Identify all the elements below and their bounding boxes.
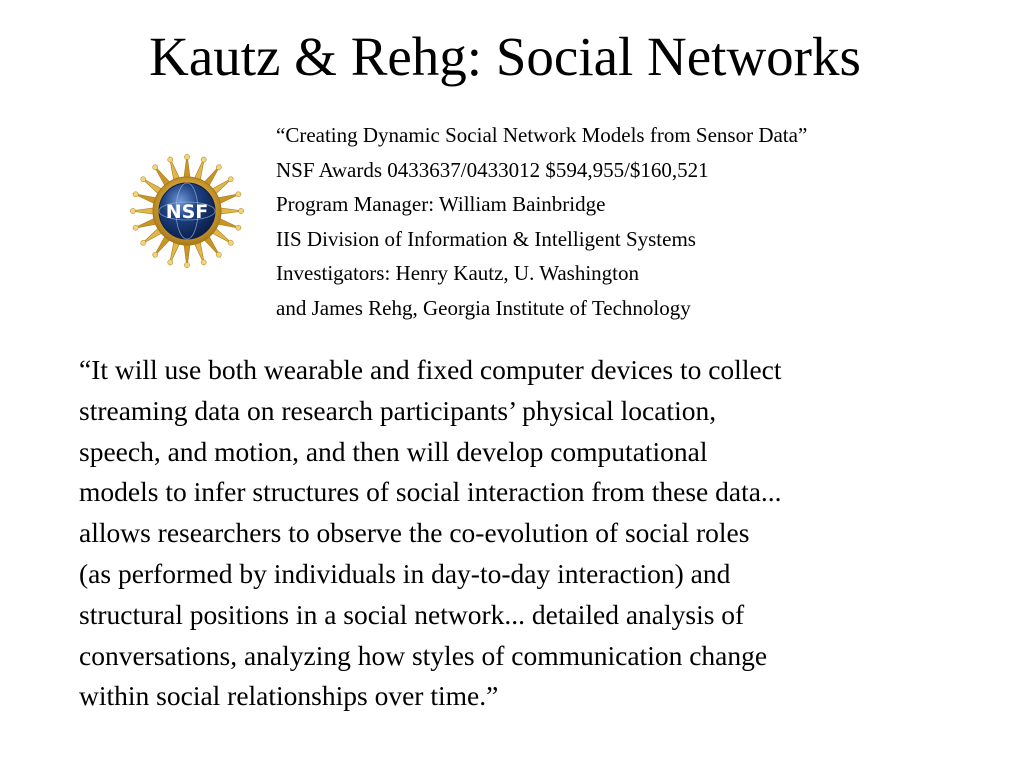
investigators: Investigators: Henry Kautz, U. Washington: [276, 261, 640, 285]
seal-ray-tip: [216, 252, 221, 257]
program-manager: Program Manager: William Bainbridge: [276, 192, 606, 216]
seal-ray-tip: [130, 208, 135, 213]
award-info: [276, 118, 1016, 325]
seal-ray-tip: [153, 165, 158, 170]
seal-ray-tip: [201, 260, 206, 265]
seal-ray-tip: [228, 240, 233, 245]
seal-ray-tip: [141, 177, 146, 182]
quote-line: “It will use both wearable and fixed computer devices to collect: [79, 354, 782, 385]
seal-ray-tip: [153, 252, 158, 257]
quote-line: models to infer structures of social interaction from these data...: [79, 476, 782, 508]
seal-ray-tip: [184, 154, 189, 159]
seal-ray-tip: [133, 225, 138, 230]
seal-ray-tip: [168, 260, 173, 265]
nsf-seal-text: NSF: [165, 201, 209, 223]
seal-ray-tip: [184, 262, 189, 267]
quote-line: conversations, analyzing how styles of communication change: [79, 639, 768, 671]
seal-ray-tip: [201, 157, 206, 162]
seal-ray-tip: [236, 225, 241, 230]
quote-line: within social relationships over time.”: [79, 680, 499, 712]
quote-line: structural positions in a social network... detailed analysis of: [79, 598, 745, 630]
slide-title: Kautz & Rehg: Social Networks: [149, 26, 861, 87]
quote-line: (as performed by individuals in day-to-day interaction) and: [79, 557, 731, 589]
seal-ray-tip: [133, 192, 138, 197]
nsf-seal-icon: [128, 152, 246, 270]
quote-line: speech, and motion, and then will develop computational: [79, 435, 708, 467]
quote-line: allows researchers to observe the co-evolution of social roles: [79, 517, 750, 549]
seal-ray-tip: [168, 157, 173, 162]
division: IIS Division of Information & Intelligent Systems: [276, 226, 696, 251]
seal-ray-tip: [236, 192, 241, 197]
seal-ray-tip: [238, 208, 243, 213]
seal-ray-tip: [141, 240, 146, 245]
award-numbers: NSF Awards 0433637/0433012 $594,955/$160,521: [276, 157, 709, 182]
seal-ray-tip: [216, 165, 221, 170]
nsf-logo: [128, 152, 246, 270]
seal-ray-tip: [228, 177, 233, 182]
quote-block: [79, 350, 1009, 717]
investigators-continued: and James Rehg, Georgia Institute of Technology: [276, 295, 691, 320]
award-title: “Creating Dynamic Social Network Models from Sensor Data”: [276, 123, 808, 147]
quote-line: streaming data on research participants’ physical location,: [79, 394, 717, 426]
